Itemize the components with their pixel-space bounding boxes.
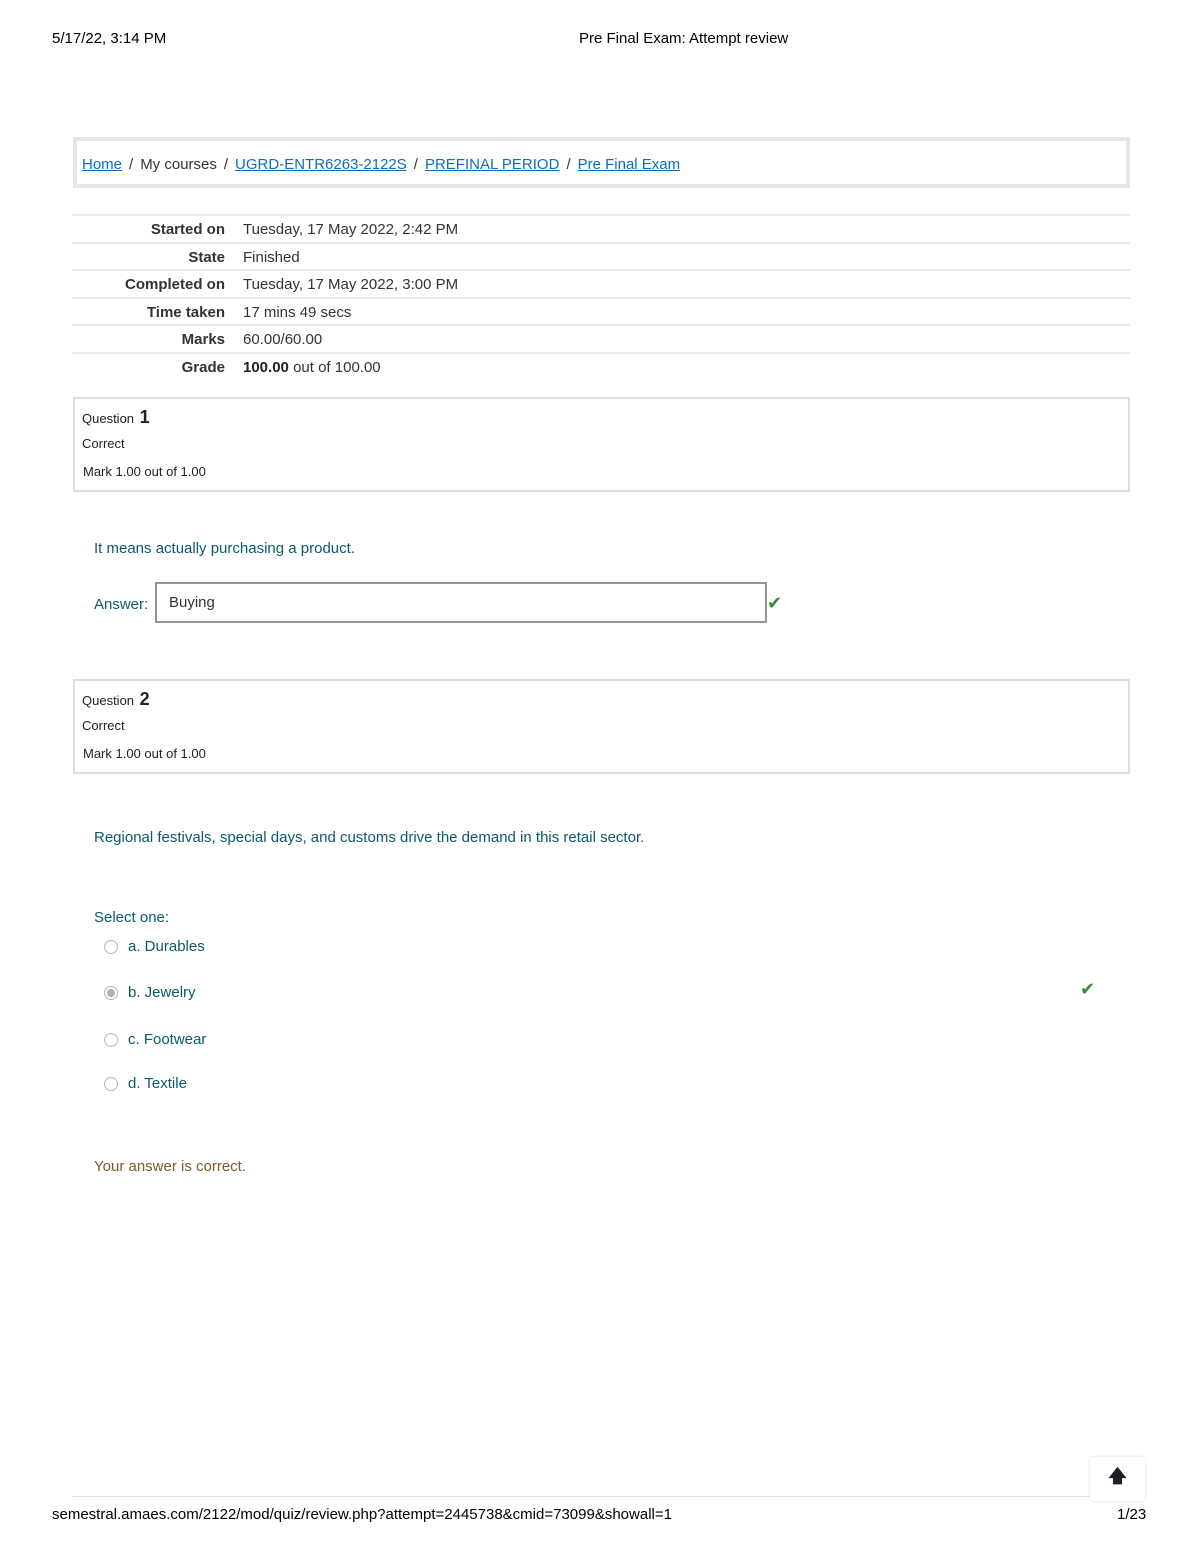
question-state: Correct — [82, 718, 125, 733]
summary-row-time-taken — [72, 297, 1130, 325]
question-grade: Mark 1.00 out of 1.00 — [83, 464, 206, 479]
radio-button[interactable] — [104, 940, 118, 954]
summary-value: 17 mins 49 secs — [243, 303, 352, 321]
summary-label: Marks — [181, 331, 225, 348]
summary-label: State — [188, 248, 225, 266]
print-url: semestral.amaes.com/2122/mod/quiz/review.php?attempt=2445738&cmid=73099&showall=1 — [52, 1506, 672, 1523]
question-2-info — [73, 679, 1130, 774]
breadcrumb-section-link[interactable]: PREFINAL PERIOD — [424, 156, 560, 173]
question-1-info — [73, 397, 1130, 492]
question-number-value: 1 — [139, 407, 150, 427]
question-number-value: 2 — [139, 689, 150, 709]
breadcrumb-separator: / — [413, 156, 418, 173]
summary-value: Tuesday, 17 May 2022, 2:42 PM — [243, 221, 459, 238]
print-page-title: Pre Final Exam: Attempt review — [579, 30, 789, 47]
summary-row-completed — [72, 269, 1130, 297]
answer-input[interactable]: Buying — [155, 582, 767, 623]
summary-label: Time taken — [146, 303, 225, 321]
breadcrumb-course-link[interactable]: UGRD-ENTR6263-2122S — [235, 156, 407, 173]
summary-row-state — [72, 242, 1130, 270]
print-page-number: 1/23 — [1117, 1506, 1147, 1523]
question-2-text: Regional festivals, special days, and customs drive the demand in this retail sector. — [94, 829, 645, 846]
summary-row-started — [72, 214, 1130, 242]
option-label: d. Textile — [128, 1075, 187, 1092]
summary-row-marks — [72, 324, 1130, 352]
option-label: a. Durables — [128, 938, 205, 955]
print-header — [0, 30, 1200, 50]
arrow-up-icon: 🡅 — [1108, 1466, 1127, 1486]
summary-label: Started on — [150, 221, 225, 238]
breadcrumb-quiz-link[interactable]: Pre Final Exam — [577, 156, 681, 173]
breadcrumb-separator: / — [566, 156, 571, 173]
grade-score: 100.00 — [243, 358, 289, 376]
question-number: Question 2 — [82, 689, 150, 709]
radio-button-selected[interactable] — [104, 986, 118, 1000]
summary-value: Finished — [243, 248, 300, 266]
summary-label: Completed on — [125, 276, 225, 293]
question-number: Question 1 — [82, 407, 150, 427]
summary-value: 60.00/60.00 — [243, 331, 323, 348]
summary-label: Grade — [181, 358, 225, 376]
option-label: b. Jewelry — [128, 984, 196, 1001]
summary-row-grade — [72, 352, 1130, 380]
print-datetime: 5/17/22, 3:14 PM — [52, 30, 167, 47]
radio-button[interactable] — [104, 1077, 118, 1091]
grade-suffix: out of 100.00 — [293, 358, 381, 376]
option-label: c. Footwear — [128, 1031, 207, 1048]
attempt-summary-table — [72, 214, 1130, 379]
answer-feedback: Your answer is correct. — [94, 1158, 247, 1175]
answer-label: Answer: — [94, 596, 149, 613]
correct-check-icon: ✔ — [767, 593, 783, 613]
select-one-label: Select one: — [94, 909, 170, 926]
question-1-text: It means actually purchasing a product. — [94, 540, 355, 557]
radio-button[interactable] — [104, 1033, 118, 1047]
breadcrumb — [82, 156, 680, 173]
breadcrumb-container — [73, 137, 1130, 188]
summary-value: Tuesday, 17 May 2022, 3:00 PM — [243, 276, 459, 293]
breadcrumb-separator: / — [129, 156, 134, 173]
summary-grade-value — [243, 359, 381, 376]
correct-check-icon: ✔ — [1080, 979, 1096, 999]
breadcrumb-separator: / — [223, 156, 229, 173]
question-state: Correct — [82, 436, 125, 451]
question-grade: Mark 1.00 out of 1.00 — [83, 746, 206, 761]
footer-divider — [72, 1496, 1090, 1497]
breadcrumb-home-link[interactable]: Home — [82, 156, 123, 173]
back-to-top-button[interactable] — [1090, 1457, 1145, 1501]
breadcrumb-my-courses: My courses — [140, 156, 217, 173]
